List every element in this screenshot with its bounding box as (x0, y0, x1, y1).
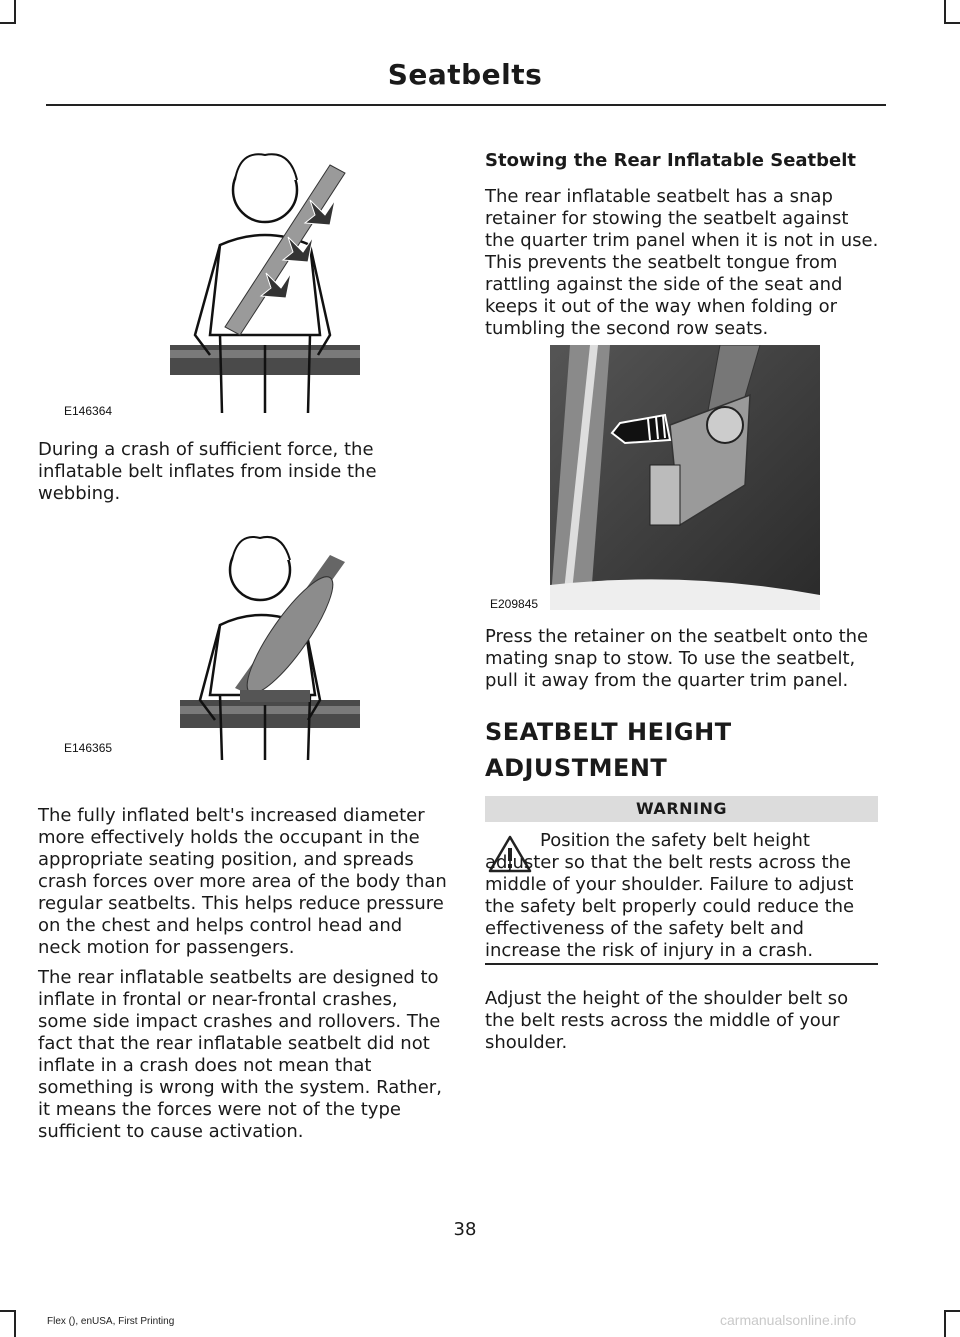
crop-mark (14, 0, 16, 22)
figure-code: E146364 (64, 404, 113, 418)
crop-mark (0, 22, 16, 24)
crop-mark (944, 0, 946, 22)
warning-rule (485, 963, 878, 965)
page-number: 38 (453, 1219, 477, 1240)
figure-code: E146365 (64, 741, 113, 755)
warning-label: WARNING (485, 796, 878, 822)
warning-text: Position the safety belt height adjuster so that the belt rests across the middle of your shoulder. Failure to adjust the safety belt properly could reduce the effectiveness of the safety belt and increase the risk of injury in a crash. (485, 830, 855, 961)
section-heading: ADJUSTMENT (485, 754, 668, 782)
paragraph: During a crash of sufficient force, the inflatable belt inflates from inside the webbing. (38, 439, 377, 504)
paragraph: Adjust the height of the shoulder belt so the belt rests across the middle of your shoulder. (485, 988, 849, 1053)
page-title: Seatbelts (387, 58, 543, 91)
header-rule (46, 104, 886, 106)
paragraph: The rear inflatable seatbelt has a snap retainer for stowing the seatbelt against the quarter trim panel when it is not in use. This prevents the seatbelt tongue from rattling against the side of the seat and keeps it out of the way when folding or tumbling the second row seats. (485, 186, 879, 339)
figure-child-inflated-belt (180, 530, 360, 760)
paragraph: Press the retainer on the seatbelt onto the mating snap to stow. To use the seatbelt, pull it away from the quarter trim panel. (485, 626, 869, 691)
crop-mark (14, 1310, 16, 1337)
sub-heading: Stowing the Rear Inflatable Seatbelt (485, 150, 857, 171)
section-heading: SEATBELT HEIGHT (485, 718, 732, 746)
figure-seatbelt-retainer (550, 345, 820, 610)
crop-mark (944, 22, 960, 24)
watermark: carmanualsonline.info (720, 1312, 857, 1328)
paragraph: The fully inflated belt's increased diameter more effectively holds the occupant in the appropriate seating position, and spreads crash forces over more area of the body than regular seatbelts. This helps reduce pressure on the chest and helps control head and neck motion for passengers. (38, 805, 447, 958)
figure-code: E209845 (490, 597, 539, 611)
paragraph: The rear inflatable seatbelts are designed to inflate in frontal or near-frontal crashes, some side impact crashes and rollovers. The fact that the rear inflatable seatbelt did not inflate in a crash does not mean that something is wrong with the system. Rather, it means the forces were not of the type sufficient to cause activation. (38, 967, 442, 1142)
crop-mark (944, 1310, 946, 1337)
crop-mark (944, 1310, 960, 1312)
figure-child-belt-arrows (160, 145, 370, 413)
edition-text: Flex (), enUSA, First Printing (47, 1316, 175, 1327)
